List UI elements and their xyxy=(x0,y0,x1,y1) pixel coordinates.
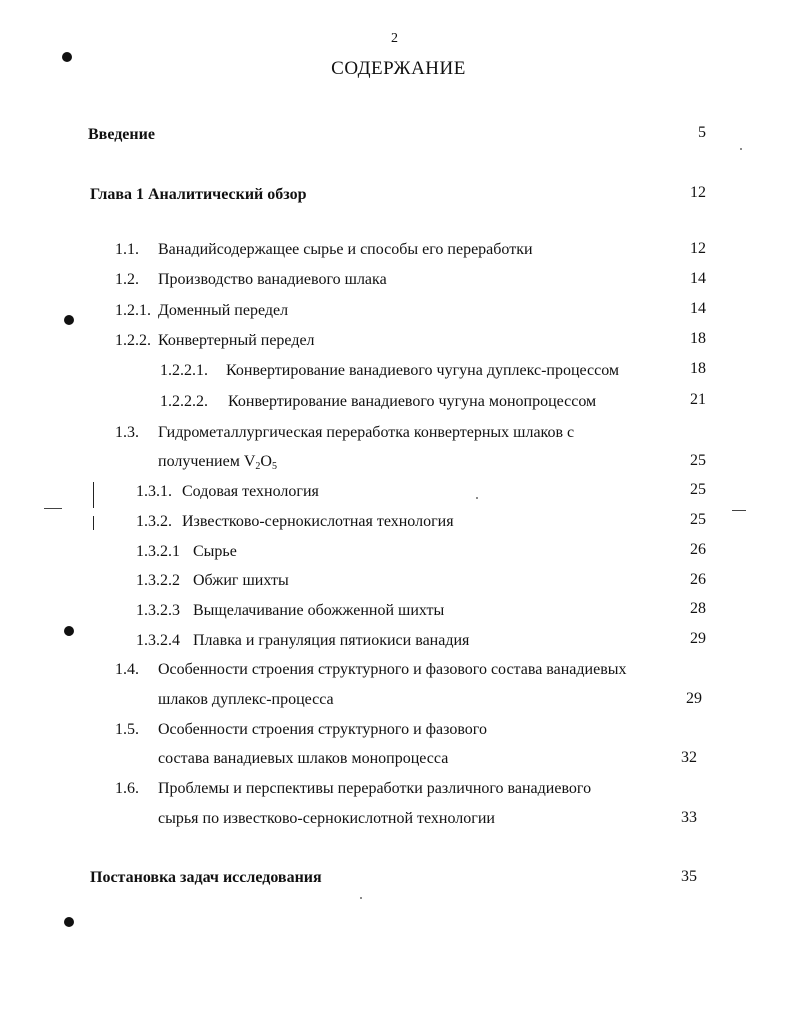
toc-entry-text: Конвертирование ванадиевого чугуна дуплекс-процессом xyxy=(226,362,620,379)
toc-entry-page: 26 xyxy=(690,571,706,588)
binder-hole xyxy=(64,917,74,927)
binder-hole xyxy=(64,315,74,325)
toc-entry-text: Конвертерный передел xyxy=(158,332,315,349)
toc-entry-number: 1.2. xyxy=(115,271,139,288)
toc-entry-text: Гидрометаллургическая переработка конвертерных шлаков с xyxy=(158,424,575,441)
toc-intro-label: Введение xyxy=(88,126,155,143)
toc-entry-text-cont: сырья по известково-сернокислотной технологии xyxy=(158,810,495,827)
toc-intro-page: 5 xyxy=(698,124,706,141)
toc-entry-page: 18 xyxy=(690,330,706,347)
toc-entry-number: 1.4. xyxy=(115,661,139,678)
toc-entry-text-cont: шлаков дуплекс-процесса xyxy=(158,691,334,708)
toc-entry-text: Производство ванадиевого шлака xyxy=(158,271,387,288)
toc-entry-page: 26 xyxy=(690,541,706,558)
toc-entry-text: Доменный передел xyxy=(158,302,289,319)
toc-entry-page: 25 xyxy=(690,452,706,469)
toc-chapter1-label: Глава 1 Аналитический обзор xyxy=(90,186,307,203)
scan-mark xyxy=(93,482,94,508)
toc-entry-text: Содовая технология xyxy=(182,483,319,500)
scan-mark xyxy=(93,516,94,530)
toc-entry-page: 12 xyxy=(690,240,706,257)
toc-entry-number: 1.3.2.4 xyxy=(136,632,180,649)
toc-entry-number: 1.2.1. xyxy=(115,302,151,319)
toc-entry-page: 14 xyxy=(690,270,706,287)
toc-entry-number: 1.5. xyxy=(115,721,139,738)
toc-entry-number: 1.1. xyxy=(115,241,139,258)
toc-entry-page: 29 xyxy=(686,690,702,707)
toc-entry-page: 33 xyxy=(681,809,697,826)
toc-entry-text: Конвертирование ванадиевого чугуна монопроцессом xyxy=(228,393,597,410)
toc-chapter1-page: 12 xyxy=(690,184,706,201)
toc-tasks-page: 35 xyxy=(681,868,697,885)
toc-entry-page: 25 xyxy=(690,481,706,498)
toc-entry-text: Плавка и грануляция пятиокиси ванадия xyxy=(193,632,470,649)
toc-entry-text: Особенности строения структурного и фазового xyxy=(158,721,487,738)
toc-entry-text: Известково-сернокислотная технология xyxy=(182,513,454,530)
toc-entry-text-cont: получением $V_2O_5$ xyxy=(158,453,277,472)
toc-entry-number: 1.3.2. xyxy=(136,513,172,530)
toc-entry-text: Выщелачивание обожженной шихты xyxy=(193,602,445,619)
scan-speck xyxy=(740,148,742,150)
page-title: СОДЕРЖАНИЕ xyxy=(331,58,466,79)
toc-entry-page: 32 xyxy=(681,749,697,766)
toc-entry-number: 1.2.2. xyxy=(115,332,151,349)
toc-entry-text: Обжиг шихты xyxy=(193,572,289,589)
toc-entry-text: Особенности строения структурного и фазового состава ванадиевых xyxy=(158,661,627,678)
toc-tasks-label: Постановка задач исследования xyxy=(90,869,322,886)
toc-entry-number: 1.2.2.1. xyxy=(160,362,208,379)
scan-mark xyxy=(732,510,746,511)
scan-speck xyxy=(360,897,362,899)
toc-entry-page: 21 xyxy=(690,391,706,408)
toc-entry-page: 14 xyxy=(690,300,706,317)
toc-entry-text: Проблемы и перспективы переработки различного ванадиевого xyxy=(158,780,592,797)
toc-entry-number: 1.3.2.1 xyxy=(136,543,180,560)
binder-hole xyxy=(64,626,74,636)
page-number: 2 xyxy=(391,31,398,46)
toc-entry-page: 25 xyxy=(690,511,706,528)
toc-entry-page: 29 xyxy=(690,630,706,647)
toc-entry-number: 1.3.1. xyxy=(136,483,172,500)
toc-entry-number: 1.3.2.3 xyxy=(136,602,180,619)
toc-entry-number: 1.3. xyxy=(115,424,139,441)
toc-entry-number: 1.6. xyxy=(115,780,139,797)
toc-entry-text-cont: состава ванадиевых шлаков монопроцесса xyxy=(158,750,449,767)
toc-entry-page: 28 xyxy=(690,600,706,617)
scan-speck xyxy=(476,497,478,499)
toc-entry-number: 1.2.2.2. xyxy=(160,393,208,410)
scan-mark xyxy=(44,508,62,509)
toc-entry-text: Ванадийсодержащее сырье и способы его переработки xyxy=(158,241,533,258)
toc-entry-page: 18 xyxy=(690,360,706,377)
toc-entry-text: Сырье xyxy=(193,543,237,560)
toc-entry-number: 1.3.2.2 xyxy=(136,572,180,589)
